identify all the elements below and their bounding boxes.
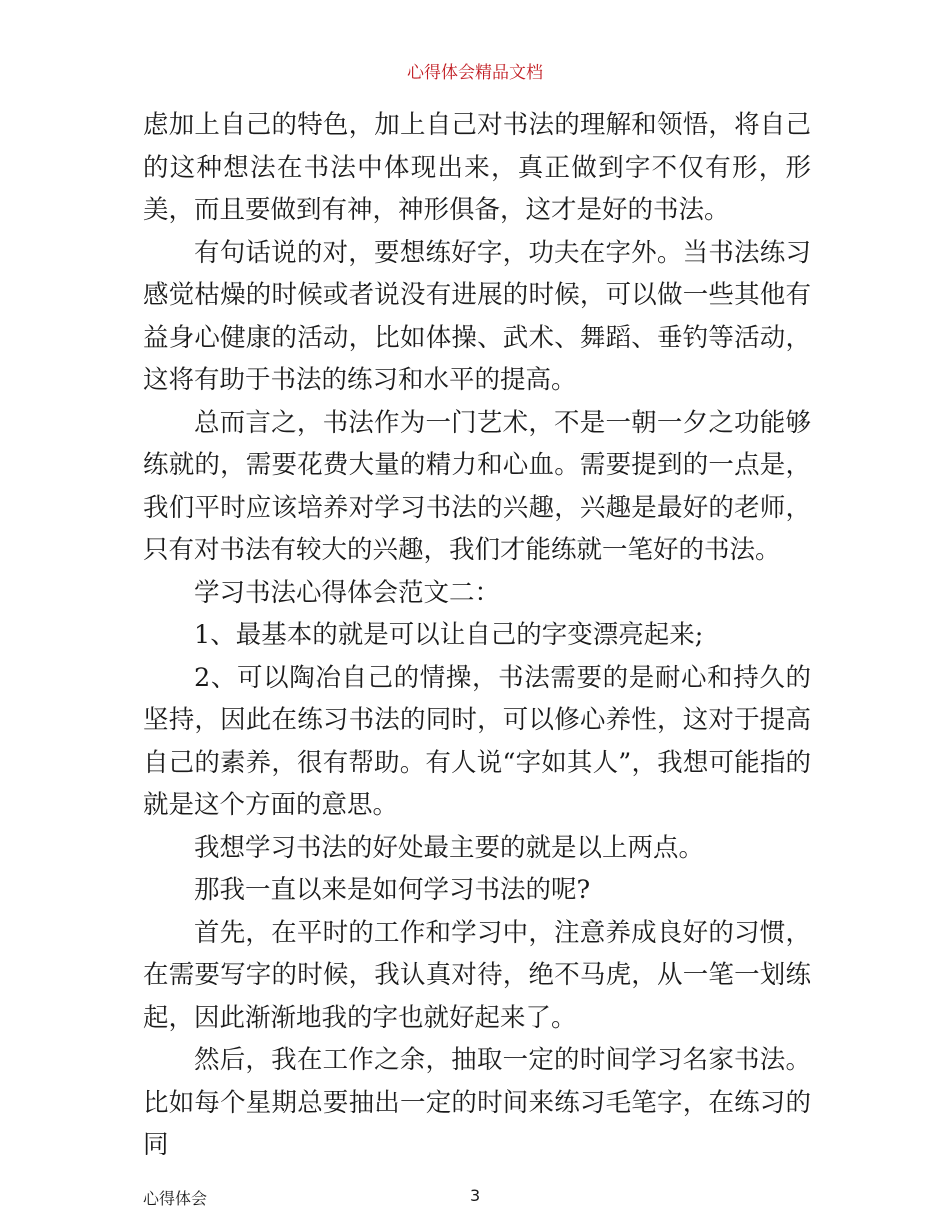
paragraph: 首先，在平时的工作和学习中，注意养成良好的习惯，在需要写字的时候，我认真对待，绝不马虎，从一笔一划练起，因此渐渐地我的字也就好起来了。 (143, 917, 811, 1033)
footer-label: 心得体会 (143, 1189, 208, 1208)
paragraph: 然后，我在工作之余，抽取一定的时间学习名家书法。比如每个星期总要抽出一定的时间来练习毛笔字，在练习的同 (143, 1045, 811, 1160)
paragraph: 那我一直以来是如何学习书法的呢? (194, 875, 591, 905)
page-number: 3 (470, 1186, 481, 1205)
list-item: 1、最基本的就是可以让自己的字变漂亮起来; (194, 620, 704, 650)
paragraph: 我想学习书法的好处最主要的就是以上两点。 (194, 832, 705, 863)
section-heading: 学习书法心得体会范文二： (194, 577, 501, 608)
paragraph: 总而言之，书法作为一门艺术，不是一朝一夕之功能够练就的，需要花费大量的精力和心血。需要提到的一点是，我们平时应该培养对学习书法的兴趣，兴趣是最好的老师，只有对书法有较大的兴趣，我们才能练就一笔好的书法。 (143, 407, 811, 565)
page-header-title: 心得体会精品文档 (407, 63, 543, 83)
document-body (143, 104, 811, 1167)
list-item: 2、可以陶冶自己的情操，书法需要的是耐心和持久的坚持，因此在练习书法的同时，可以修心养性，这对于提高自己的素养，很有帮助。有人说“字如其人”，我想可能指的就是这个方面的意思。 (143, 662, 811, 820)
paragraph: 有句话说的对，要想练好字，功夫在字外。当书法练习感觉枯燥的时候或者说没有进展的时候，可以做一些其他有益身心健康的活动，比如体操、武术、舞蹈、垂钓等活动，这将有助于书法的练习和水平的提高。 (143, 237, 811, 395)
paragraph-continuation: 虑加上自己的特色，加上自己对书法的理解和领悟，将自己的这种想法在书法中体现出来，真正做到字不仅有形，形美，而且要做到有神，神形俱备，这才是好的书法。 (143, 110, 811, 225)
